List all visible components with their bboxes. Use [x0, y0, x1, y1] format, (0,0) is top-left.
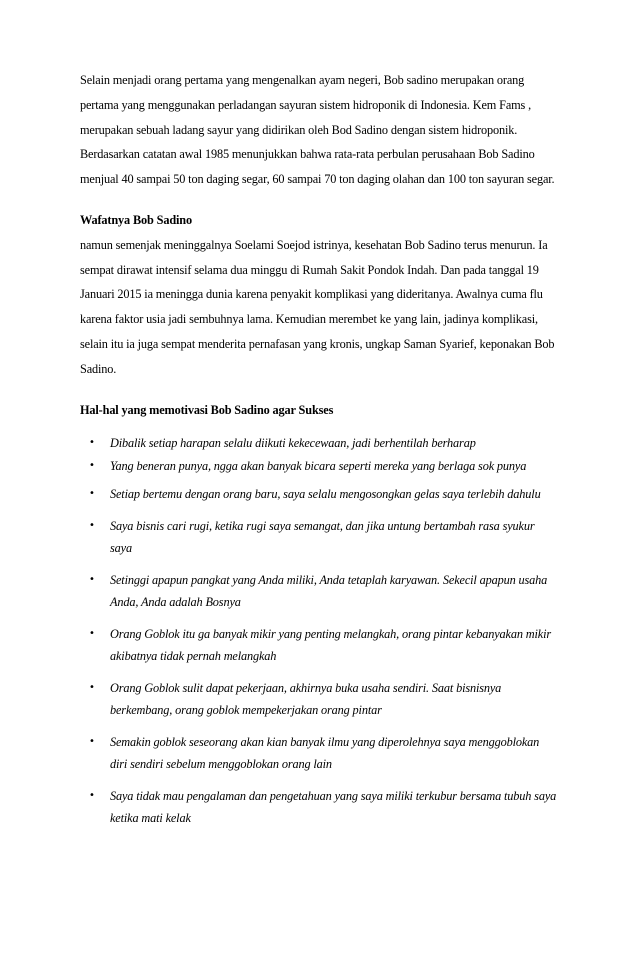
quote-text: Saya bisnis cari rugi, ketika rugi saya semangat, dan jika untung bertambah rasa syukur saya	[110, 518, 535, 556]
list-item	[80, 432, 558, 455]
quote-text: Semakin goblok seseorang akan kian banyak ilmu yang diperolehnya saya menggoblokan diri sendiri sebelum menggoblokan orang lain	[110, 734, 540, 772]
spacer	[80, 192, 558, 208]
list-item	[80, 731, 558, 776]
list-item	[80, 515, 558, 560]
quote-text: Setinggi apapun pangkat yang Anda miliki, Anda tetaplah karyawan. Sekecil apapun usaha Anda, Anda adalah Bosnya	[110, 572, 548, 610]
wafat-paragraph: namun semenjak meninggalnya Soelami Soejod istrinya, kesehatan Bob Sadino terus menurun. Ia sempat dirawat intensif selama dua minggu di Rumah Sakit Pondok Indah. Dan pada tanggal 19 Januari 2015 ia meningga dunia karena penyakit komplikasi yang dideritanya. Awalnya cuma flu karena faktor usia jadi sembuhnya lama. Kemudian merembet ke yang lain, jadinya komplikasi, selain itu ia juga sempat menderita pernafasan yang kronis, ungkap Saman Syarief, keponakan Bob Sadino.	[80, 237, 555, 376]
bullet-icon: •	[89, 789, 95, 801]
section-heading-wafat: Wafatnya Bob Sadino	[80, 212, 192, 227]
list-item	[80, 455, 558, 478]
list-item	[80, 569, 558, 614]
bullet-icon: •	[89, 459, 95, 471]
list-item	[80, 785, 558, 830]
bullet-icon: •	[89, 735, 95, 747]
quote-text: Saya tidak mau pengalaman dan pengetahuan yang saya miliki terkubur bersama tubuh saya ketika mati kelak	[110, 788, 557, 826]
bullet-icon: •	[89, 488, 95, 500]
bullet-icon: •	[89, 437, 95, 449]
bullet-icon: •	[89, 573, 95, 585]
quote-text: Yang beneran punya, ngga akan banyak bicara seperti mereka yang berlaga sok punya	[110, 458, 527, 473]
intro-paragraph: Selain menjadi orang pertama yang mengenalkan ayam negeri, Bob sadino merupakan orang pertama yang menggunakan perladangan sayuran sistem hidroponik di Indonesia. Kem Fams , merupakan sebuah ladang sayur yang didirikan oleh Bod Sadino dengan sistem hidroponik. Berdasarkan catatan awal 1985 menunjukkan bahwa rata-rata perbulan perusahaan Bob Sadino menjual 40 sampai 50 ton daging segar, 60 sampai 70 ton daging olahan dan 100 ton sayuran segar.	[80, 73, 555, 187]
quote-text: Orang Goblok sulit dapat pekerjaan, akhirnya buka usaha sendiri. Saat bisnisnya berkembang, orang goblok mempekerjakan orang pintar	[110, 680, 502, 718]
list-item	[80, 677, 558, 722]
list-item	[80, 483, 558, 506]
quotes-list	[80, 432, 558, 830]
quote-text: Orang Goblok itu ga banyak mikir yang penting melangkah, orang pintar kebanyakan mikir akibatnya tidak pernah melangkah	[110, 626, 551, 664]
section-heading-motivasi: Hal-hal yang memotivasi Bob Sadino agar Sukses	[80, 402, 334, 417]
quote-text: Setiap bertemu dengan orang baru, saya selalu mengosongkan gelas saya terlebih dahulu	[110, 487, 541, 502]
list-item	[80, 623, 558, 668]
bullet-icon: •	[89, 627, 95, 639]
quote-text: Dibalik setiap harapan selalu diikuti kekecewaan, jadi berhentilah berharap	[110, 436, 476, 451]
bullet-icon: •	[89, 519, 95, 531]
document-body	[80, 68, 558, 839]
spacer	[80, 382, 558, 398]
bullet-icon: •	[89, 681, 95, 693]
